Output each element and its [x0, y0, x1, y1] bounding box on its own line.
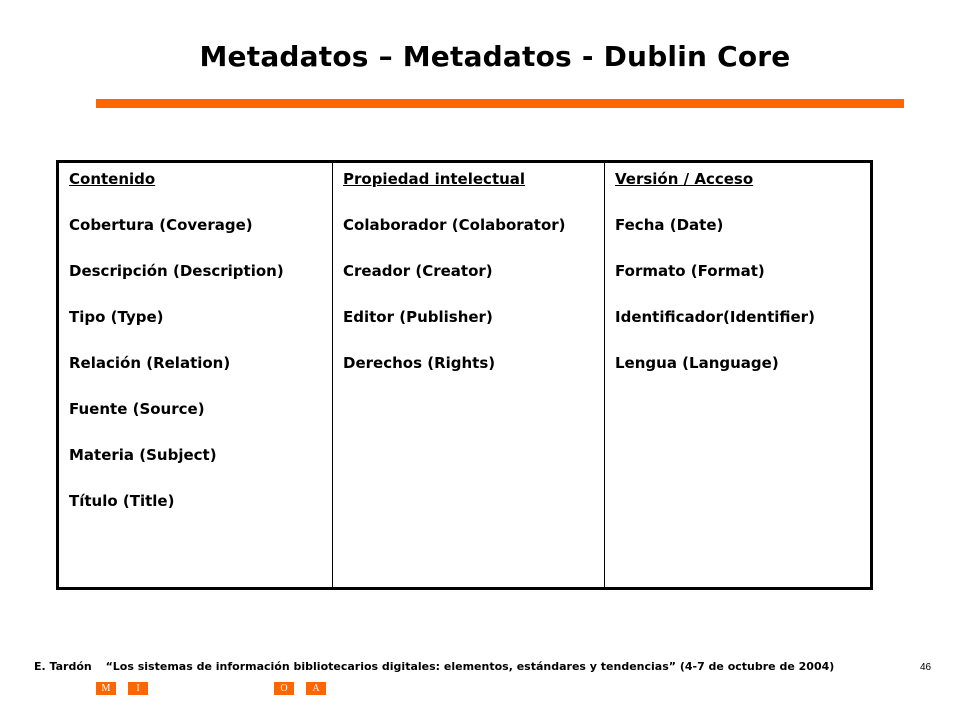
list-item: Descripción (Description) [69, 262, 284, 280]
column-contenido [59, 163, 332, 587]
metadata-table [56, 160, 873, 590]
list-item: Tipo (Type) [69, 308, 164, 326]
column-version-acceso [604, 163, 870, 587]
list-item: Editor (Publisher) [343, 308, 493, 326]
list-item: Identificador(Identifier) [615, 308, 815, 326]
list-item: Colaborador (Colaborator) [343, 216, 566, 234]
column-header: Versión / Acceso [615, 170, 754, 188]
list-item: Creador (Creator) [343, 262, 493, 280]
column-propiedad-intelectual [332, 163, 604, 587]
list-item: Formato (Format) [615, 262, 765, 280]
list-item: Materia (Subject) [69, 446, 217, 464]
list-item: Cobertura (Coverage) [69, 216, 253, 234]
list-item: Derechos (Rights) [343, 354, 496, 372]
column-header: Propiedad intelectual [343, 170, 526, 188]
footer-citation [34, 660, 834, 673]
list-item: Título (Title) [69, 492, 175, 510]
nav-button-i[interactable]: I [128, 682, 148, 695]
footer-author: E. Tardón [34, 660, 92, 673]
list-item: Fecha (Date) [615, 216, 724, 234]
nav-button-a[interactable]: A [306, 682, 326, 695]
list-item: Lengua (Language) [615, 354, 779, 372]
list-item: Fuente (Source) [69, 400, 205, 418]
title-underline-bar [96, 99, 904, 108]
list-item: Relación (Relation) [69, 354, 231, 372]
nav-button-m[interactable]: M [96, 682, 116, 695]
footer-citation-text: “Los sistemas de información bibliotecarios digitales: elementos, estándares y tendencias” (4-7 de octubre de 2004) [105, 660, 835, 673]
slide-title: Metadatos – Metadatos - Dublin Core [199, 40, 791, 73]
nav-button-o[interactable]: O [274, 682, 294, 695]
column-header: Contenido [69, 170, 156, 188]
page-number: 46 [920, 662, 932, 673]
